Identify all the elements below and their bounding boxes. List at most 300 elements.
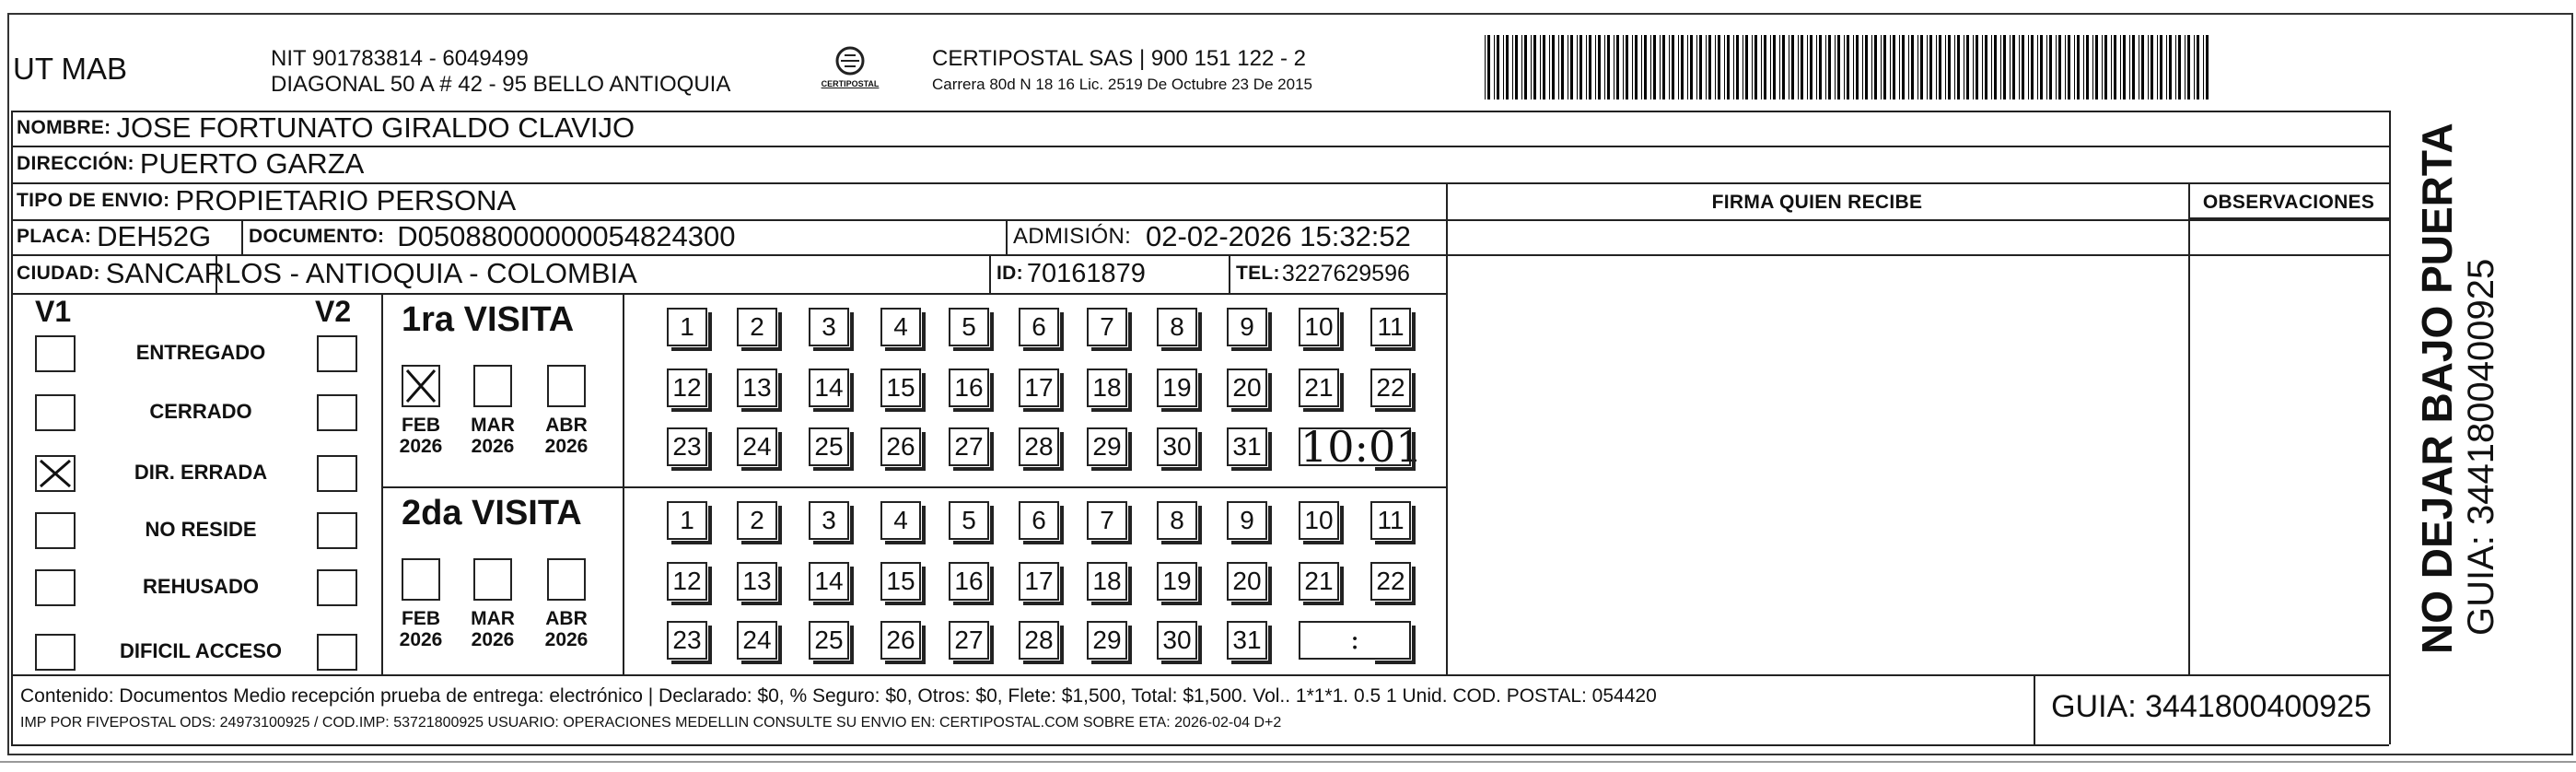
day-box: 21 bbox=[1299, 368, 1339, 407]
day-box: 17 bbox=[1019, 368, 1059, 407]
barcode-bar bbox=[2175, 35, 2176, 99]
barcode-bar bbox=[1540, 35, 1541, 99]
day-box: 19 bbox=[1157, 368, 1197, 407]
tipo-row bbox=[17, 182, 516, 219]
barcode-bar bbox=[1616, 35, 1619, 99]
barcode-bar bbox=[1595, 35, 1596, 99]
second-visit-title: 2da VISITA bbox=[402, 494, 582, 532]
day-box: 3 bbox=[809, 501, 849, 540]
barcode-bar bbox=[1991, 35, 1992, 99]
day-box: 30 bbox=[1157, 621, 1197, 660]
month-year: 2026 bbox=[399, 436, 443, 457]
barcode-bar bbox=[2046, 35, 2047, 99]
barcode-bar bbox=[1678, 35, 1679, 99]
barcode-bar bbox=[1681, 35, 1684, 99]
barcode-bar bbox=[2197, 35, 2199, 99]
barcode-bar bbox=[1626, 35, 1628, 99]
grid-line bbox=[1229, 254, 1230, 293]
barcode-bar bbox=[2031, 35, 2034, 99]
barcode-bar bbox=[1770, 35, 1771, 99]
day-box: 25 bbox=[809, 621, 849, 660]
ciudad-value: SANCARLOS - ANTIOQUIA - COLOMBIA bbox=[105, 257, 637, 289]
logo-caption: CERTIPOSTAL bbox=[821, 79, 880, 88]
barcode-bar bbox=[1632, 35, 1633, 99]
tipo-value: PROPIETARIO PERSONA bbox=[175, 184, 517, 216]
barcode-bar bbox=[1577, 35, 1578, 99]
day-box: 24 bbox=[737, 621, 777, 660]
barcode-bar bbox=[1883, 35, 1886, 99]
day-box: 4 bbox=[880, 308, 921, 346]
barcode-bar bbox=[1976, 35, 1978, 99]
day-box: 8 bbox=[1157, 308, 1197, 346]
month-checkbox bbox=[547, 558, 586, 601]
grid-line bbox=[11, 111, 13, 744]
barcode-bar bbox=[1819, 35, 1822, 99]
barcode-bar bbox=[1607, 35, 1610, 99]
barcode-bar bbox=[1589, 35, 1591, 99]
grid-line bbox=[989, 254, 991, 293]
barcode-bar bbox=[2123, 35, 2126, 99]
day-box: 2 bbox=[737, 308, 777, 346]
v2-header: V2 bbox=[315, 295, 352, 328]
barcode-bar bbox=[2178, 35, 2181, 99]
barcode-bar bbox=[1604, 35, 1605, 99]
day-box: 22 bbox=[1370, 562, 1411, 601]
barcode-bar bbox=[2040, 35, 2043, 99]
month-name: ABR bbox=[545, 608, 588, 629]
barcode-bar bbox=[1736, 35, 1739, 99]
day-box: 16 bbox=[949, 368, 989, 407]
barcode-bar bbox=[2185, 35, 2186, 99]
day-box: 15 bbox=[880, 368, 921, 407]
grid-line bbox=[2188, 182, 2190, 674]
barcode-bar bbox=[1810, 35, 1813, 99]
status-label: REHUSADO bbox=[143, 575, 259, 598]
barcode-bar bbox=[1911, 35, 1914, 99]
id-cell bbox=[997, 254, 1146, 293]
grid-line bbox=[11, 293, 1446, 295]
barcode-bar bbox=[1724, 35, 1725, 99]
day-box: 3 bbox=[809, 308, 849, 346]
grid-line bbox=[2389, 111, 2391, 744]
barcode-bar bbox=[2037, 35, 2038, 99]
day-box: 26 bbox=[880, 621, 921, 660]
tipo-label: TIPO DE ENVIO: bbox=[17, 190, 170, 211]
id-label: ID: bbox=[997, 263, 1023, 284]
first-visit-title: 1ra VISITA bbox=[402, 300, 575, 339]
nombre-label: NOMBRE: bbox=[17, 117, 111, 138]
admision-value: 02-02-2026 15:32:52 bbox=[1146, 220, 1411, 252]
barcode-bar bbox=[1650, 35, 1651, 99]
placa-row bbox=[17, 219, 211, 254]
month-label bbox=[390, 608, 451, 650]
barcode-bar bbox=[1672, 35, 1674, 99]
admision-cell bbox=[1013, 219, 1411, 254]
month-checkbox bbox=[402, 558, 440, 601]
barcode-bar bbox=[2129, 35, 2130, 99]
footer-meta-line: IMP POR FIVEPOSTAL ODS: 24973100925 / COD.IMP: 53721800925 USUARIO: OPERACIONES MEDELLIN CONSULTE SU ENVIO EN: CERTIPOSTAL.COM SOBRE ETA: 2026-02-04 D+2 bbox=[20, 715, 1282, 731]
month-label bbox=[536, 415, 597, 457]
barcode-bar bbox=[1586, 35, 1587, 99]
barcode-bar bbox=[1524, 35, 1527, 99]
license-line: Carrera 80d N 18 16 Lic. 2519 De Octubre 23 De 2015 bbox=[932, 76, 1312, 93]
v2-checkbox bbox=[317, 394, 357, 431]
day-box: 2 bbox=[737, 501, 777, 540]
barcode-bar bbox=[1543, 35, 1545, 99]
barcode-bar bbox=[2074, 35, 2075, 99]
tel-cell bbox=[1236, 254, 1410, 293]
barcode-bar bbox=[2056, 35, 2057, 99]
barcode-bar bbox=[1570, 35, 1573, 99]
tel-label: TEL: bbox=[1236, 263, 1280, 284]
v1-checkbox bbox=[35, 394, 76, 431]
barcode-bar bbox=[1558, 35, 1559, 99]
side-guia: GUIA: 3441800400925 bbox=[2461, 258, 2501, 636]
day-box: 22 bbox=[1370, 368, 1411, 407]
barcode-bar bbox=[1973, 35, 1974, 99]
barcode-bar bbox=[1801, 35, 1803, 99]
barcode-bar bbox=[2132, 35, 2135, 99]
month-name: MAR bbox=[471, 608, 515, 629]
barcode-bar bbox=[2141, 35, 2144, 99]
barcode-bar bbox=[2160, 35, 2162, 99]
barcode-bar bbox=[2028, 35, 2029, 99]
day-box: 29 bbox=[1087, 427, 1127, 466]
barcode-bar bbox=[1552, 35, 1555, 99]
month-year: 2026 bbox=[471, 629, 515, 650]
day-box: 31 bbox=[1227, 427, 1267, 466]
barcode-bar bbox=[2120, 35, 2121, 99]
barcode-bar bbox=[1623, 35, 1624, 99]
barcode-bar bbox=[1917, 35, 1918, 99]
grid-line bbox=[623, 293, 624, 674]
day-box: 4 bbox=[880, 501, 921, 540]
barcode-bar bbox=[2151, 35, 2153, 99]
certipostal-logo bbox=[813, 42, 887, 98]
barcode-bar bbox=[1779, 35, 1780, 99]
footer-content-line: Contenido: Documentos Medio recepción prueba de entrega: electrónico | Declarado: $0, % Seguro: $0, Otros: $0, Flete: $1,500, Total: $1,500. Vol.. 1*1*1. 0.5 1 Unid. COD. POSTAL: 054420 bbox=[20, 685, 1657, 707]
month-label bbox=[462, 415, 523, 457]
day-box: 13 bbox=[737, 562, 777, 601]
barcode-bar bbox=[2065, 35, 2066, 99]
barcode-bar bbox=[1982, 35, 1983, 99]
status-label: DIFICIL ACCESO bbox=[119, 639, 282, 662]
barcode-bar bbox=[1844, 35, 1845, 99]
day-box: 28 bbox=[1019, 621, 1059, 660]
barcode-bar bbox=[1856, 35, 1859, 99]
barcode-bar bbox=[2114, 35, 2116, 99]
barcode-graphic bbox=[1485, 35, 2212, 99]
ciudad-label: CIUDAD: bbox=[17, 263, 100, 284]
month-checkbox bbox=[402, 365, 440, 407]
carrier-line: CERTIPOSTAL SAS | 900 151 122 - 2 bbox=[932, 46, 1306, 71]
barcode-bar bbox=[1660, 35, 1661, 99]
barcode-bar bbox=[1837, 35, 1840, 99]
day-box: 7 bbox=[1087, 501, 1127, 540]
day-box: 1 bbox=[667, 501, 707, 540]
v2-checkbox bbox=[317, 512, 357, 549]
no-dejar-warning: NO DEJAR BAJO PUERTA bbox=[2413, 123, 2461, 654]
month-checkbox bbox=[473, 558, 512, 601]
v1-checkbox bbox=[35, 634, 76, 671]
nombre-row bbox=[17, 111, 635, 146]
barcode-bar bbox=[1653, 35, 1656, 99]
barcode-bar bbox=[2012, 35, 2015, 99]
day-box: 27 bbox=[949, 621, 989, 660]
barcode-bar bbox=[2166, 35, 2167, 99]
grid-line bbox=[1446, 182, 1448, 674]
tel-value: 3227629596 bbox=[1281, 260, 1410, 287]
v1-checkbox bbox=[35, 335, 76, 372]
barcode-bar bbox=[1816, 35, 1817, 99]
certipostal-logo-icon bbox=[813, 42, 887, 98]
day-box: 30 bbox=[1157, 427, 1197, 466]
barcode-bar bbox=[1497, 35, 1499, 99]
barcode-bar bbox=[1644, 35, 1647, 99]
company-name: UT MAB bbox=[13, 52, 128, 86]
barcode-bar bbox=[1773, 35, 1776, 99]
v2-checkbox bbox=[317, 335, 357, 372]
barcode-bar bbox=[2000, 35, 2001, 99]
barcode-bar bbox=[1706, 35, 1707, 99]
barcode-bar bbox=[1948, 35, 1951, 99]
barcode-bar bbox=[1521, 35, 1522, 99]
barcode-bar bbox=[1939, 35, 1941, 99]
month-name: FEB bbox=[402, 608, 440, 629]
barcode-bar bbox=[1727, 35, 1730, 99]
day-box: 13 bbox=[737, 368, 777, 407]
barcode-bar bbox=[1945, 35, 1946, 99]
day-box: 31 bbox=[1227, 621, 1267, 660]
placa-value: DEH52G bbox=[97, 220, 212, 252]
ciudad-row bbox=[17, 254, 637, 293]
month-label bbox=[462, 608, 523, 650]
barcode-bar bbox=[2104, 35, 2107, 99]
barcode-bar bbox=[1798, 35, 1799, 99]
grid-line bbox=[241, 219, 243, 254]
barcode-bar bbox=[1791, 35, 1794, 99]
barcode-bar bbox=[2086, 35, 2089, 99]
status-label: DIR. ERRADA bbox=[134, 461, 268, 484]
barcode-bar bbox=[1902, 35, 1905, 99]
barcode-bar bbox=[1985, 35, 1987, 99]
firma-header: FIRMA QUIEN RECIBE bbox=[1711, 192, 1923, 213]
day-box: 6 bbox=[1019, 501, 1059, 540]
grid-line bbox=[381, 486, 1446, 488]
month-name: MAR bbox=[471, 415, 515, 436]
barcode-bar bbox=[2187, 35, 2190, 99]
grid-line bbox=[11, 146, 2389, 147]
barcode-bar bbox=[1635, 35, 1638, 99]
day-box: 21 bbox=[1299, 562, 1339, 601]
day-box: 18 bbox=[1087, 562, 1127, 601]
day-box: 29 bbox=[1087, 621, 1127, 660]
barcode-bar bbox=[1533, 35, 1536, 99]
visit-time-box: : bbox=[1299, 621, 1411, 660]
barcode-bar bbox=[1494, 35, 1495, 99]
day-box: 11 bbox=[1370, 501, 1411, 540]
side-vertical-text bbox=[2413, 123, 2501, 654]
v1-checkbox bbox=[35, 569, 76, 606]
barcode-bar bbox=[1954, 35, 1955, 99]
v2-checkbox bbox=[317, 569, 357, 606]
barcode-bar bbox=[1893, 35, 1895, 99]
barcode-bar bbox=[1782, 35, 1785, 99]
barcode-bar bbox=[1807, 35, 1808, 99]
barcode-bar bbox=[1908, 35, 1909, 99]
barcode-bar bbox=[1874, 35, 1877, 99]
documento-label: DOCUMENTO: bbox=[249, 226, 385, 247]
barcode-bar bbox=[1506, 35, 1509, 99]
barcode-bar bbox=[1957, 35, 1960, 99]
footer-guia: GUIA: 3441800400925 bbox=[2051, 689, 2372, 724]
barcode-bar bbox=[1835, 35, 1836, 99]
day-box: 9 bbox=[1227, 308, 1267, 346]
barcode-bar bbox=[1920, 35, 1923, 99]
day-box: 8 bbox=[1157, 501, 1197, 540]
barcode-bar bbox=[2169, 35, 2172, 99]
barcode-bar bbox=[1715, 35, 1716, 99]
status-label: ENTREGADO bbox=[135, 341, 266, 364]
barcode-bar bbox=[1994, 35, 1997, 99]
day-box: 10 bbox=[1299, 501, 1339, 540]
day-box: 20 bbox=[1227, 562, 1267, 601]
barcode-bar bbox=[1708, 35, 1711, 99]
v2-checkbox bbox=[317, 455, 357, 492]
month-year: 2026 bbox=[399, 629, 443, 650]
barcode-bar bbox=[1927, 35, 1928, 99]
day-box: 20 bbox=[1227, 368, 1267, 407]
barcode-bar bbox=[1764, 35, 1766, 99]
barcode-bar bbox=[2010, 35, 2011, 99]
barcode-bar bbox=[1531, 35, 1532, 99]
day-box: 17 bbox=[1019, 562, 1059, 601]
documento-value: D05088000000054824300 bbox=[397, 220, 736, 252]
barcode-bar bbox=[1669, 35, 1670, 99]
day-box: 5 bbox=[949, 308, 989, 346]
barcode-bar bbox=[1966, 35, 1969, 99]
admision-label: ADMISIÓN: bbox=[1013, 224, 1132, 249]
company-address: DIAGONAL 50 A # 42 - 95 BELLO ANTIOQUIA bbox=[271, 72, 731, 97]
barcode-bar bbox=[1929, 35, 1932, 99]
status-label: NO RESIDE bbox=[145, 518, 257, 541]
barcode-bar bbox=[2068, 35, 2070, 99]
grid-line bbox=[11, 674, 2389, 676]
x-mark-icon bbox=[37, 457, 74, 490]
barcode-bar bbox=[1733, 35, 1734, 99]
barcode-bar bbox=[2157, 35, 2158, 99]
barcode-bar bbox=[1549, 35, 1550, 99]
day-box: 12 bbox=[667, 368, 707, 407]
grid-line bbox=[1006, 219, 1008, 254]
barcode-bar bbox=[1890, 35, 1891, 99]
barcode-bar bbox=[2049, 35, 2052, 99]
day-box: 6 bbox=[1019, 308, 1059, 346]
day-box: 16 bbox=[949, 562, 989, 601]
barcode-bar bbox=[1825, 35, 1826, 99]
barcode-bar bbox=[1754, 35, 1757, 99]
nombre-value: JOSE FORTUNATO GIRALDO CLAVIJO bbox=[116, 111, 635, 144]
v1-header: V1 bbox=[35, 295, 72, 328]
day-box: 24 bbox=[737, 427, 777, 466]
barcode-bar bbox=[2203, 35, 2204, 99]
barcode-bar bbox=[2058, 35, 2061, 99]
month-name: ABR bbox=[545, 415, 588, 436]
day-box: 5 bbox=[949, 501, 989, 540]
barcode-bar bbox=[2102, 35, 2103, 99]
barcode-bar bbox=[2111, 35, 2112, 99]
visit-time-box: 10:01 bbox=[1300, 422, 1423, 472]
barcode-bar bbox=[1641, 35, 1642, 99]
v1-checkbox bbox=[35, 455, 76, 492]
grid-line bbox=[2188, 217, 2389, 219]
barcode-bar bbox=[1699, 35, 1702, 99]
day-box: 26 bbox=[880, 427, 921, 466]
day-box: 19 bbox=[1157, 562, 1197, 601]
barcode-bar bbox=[2092, 35, 2093, 99]
day-box: 7 bbox=[1087, 308, 1127, 346]
barcode-bar bbox=[2148, 35, 2149, 99]
barcode-bar bbox=[1512, 35, 1513, 99]
barcode-bar bbox=[1662, 35, 1665, 99]
day-box: 11 bbox=[1370, 308, 1411, 346]
barcode-bar bbox=[1690, 35, 1693, 99]
barcode-bar bbox=[2194, 35, 2195, 99]
barcode-bar bbox=[2019, 35, 2020, 99]
bottom-edge bbox=[0, 761, 2576, 763]
barcode-bar bbox=[1752, 35, 1753, 99]
grid-line bbox=[11, 744, 2389, 746]
barcode-bar bbox=[1503, 35, 1504, 99]
day-box: 15 bbox=[880, 562, 921, 601]
barcode-bar bbox=[1853, 35, 1854, 99]
day-box: 23 bbox=[667, 621, 707, 660]
placa-label: PLACA: bbox=[17, 226, 92, 247]
month-name: FEB bbox=[402, 415, 440, 436]
month-year: 2026 bbox=[544, 629, 589, 650]
month-label bbox=[390, 415, 451, 457]
x-mark-icon bbox=[403, 367, 438, 405]
day-box: 27 bbox=[949, 427, 989, 466]
month-year: 2026 bbox=[544, 436, 589, 457]
day-box: 14 bbox=[809, 562, 849, 601]
barcode-bar bbox=[1881, 35, 1882, 99]
day-box: 28 bbox=[1019, 427, 1059, 466]
day-box: 23 bbox=[667, 427, 707, 466]
barcode-bar bbox=[2077, 35, 2080, 99]
barcode-bar bbox=[1761, 35, 1762, 99]
barcode bbox=[1485, 35, 2212, 99]
barcode-bar bbox=[2003, 35, 2006, 99]
day-box: 25 bbox=[809, 427, 849, 466]
barcode-bar bbox=[1598, 35, 1601, 99]
company-nit: NIT 901783814 - 6049499 bbox=[271, 46, 529, 71]
barcode-bar bbox=[1687, 35, 1688, 99]
barcode-bar bbox=[2022, 35, 2024, 99]
day-box: 14 bbox=[809, 368, 849, 407]
barcode-bar bbox=[1487, 35, 1490, 99]
month-checkbox bbox=[473, 365, 512, 407]
barcode-bar bbox=[1561, 35, 1564, 99]
v1-checkbox bbox=[35, 512, 76, 549]
day-box: 12 bbox=[667, 562, 707, 601]
barcode-bar bbox=[1485, 35, 1486, 99]
grid-line bbox=[381, 293, 383, 674]
direccion-value: PUERTO GARZA bbox=[139, 147, 365, 180]
barcode-bar bbox=[2095, 35, 2098, 99]
barcode-bar bbox=[1899, 35, 1900, 99]
barcode-bar bbox=[1871, 35, 1872, 99]
